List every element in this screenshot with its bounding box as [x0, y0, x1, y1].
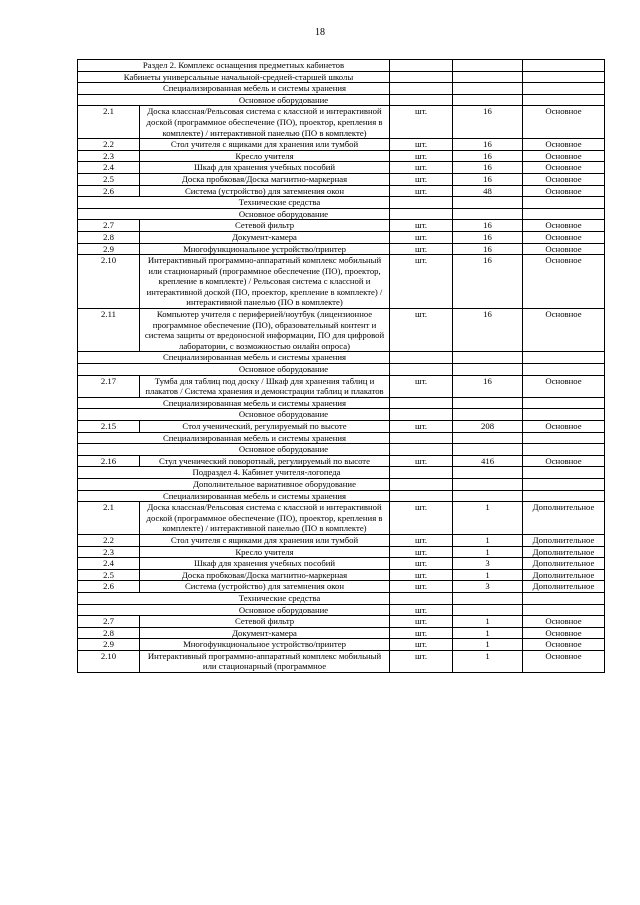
- section-heading-text: Основное оборудование: [238, 604, 329, 615]
- heading-unit-cell: [390, 352, 453, 364]
- cell-name: Система (устройство) для затемнения окон: [140, 185, 390, 197]
- cell-type: Дополнительное: [523, 581, 605, 593]
- cell-unit: шт.: [390, 421, 453, 433]
- cell-unit: шт.: [390, 243, 453, 255]
- section-heading: [78, 490, 390, 502]
- cell-qty: 1: [453, 569, 523, 581]
- section-heading-row: [78, 83, 605, 95]
- cell-unit: шт.: [390, 558, 453, 570]
- cell-num: 2.5: [78, 173, 140, 185]
- section-heading: [78, 71, 390, 83]
- cell-unit: шт.: [390, 581, 453, 593]
- cell-name: Стул ученический поворотный, регулируемый по высоте: [140, 455, 390, 467]
- cell-unit: шт.: [390, 502, 453, 535]
- cell-name: Сетевой фильтр: [140, 220, 390, 232]
- heading-type-cell: [523, 478, 605, 490]
- heading-qty-cell: [453, 83, 523, 95]
- cell-unit: шт.: [390, 162, 453, 174]
- cell-type: Основное: [523, 375, 605, 397]
- heading-unit-cell: [390, 409, 453, 421]
- heading-qty-cell: [453, 208, 523, 220]
- cell-type: Основное: [523, 616, 605, 628]
- cell-unit: шт.: [390, 650, 453, 672]
- heading-type-cell: [523, 444, 605, 456]
- cell-type: Основное: [523, 139, 605, 151]
- section-heading-row: [78, 364, 605, 376]
- cell-num: 2.3: [78, 546, 140, 558]
- section-heading-text: Раздел 2. Комплекс оснащения предметных кабинетов: [142, 60, 345, 70]
- cell-unit: шт.: [390, 309, 453, 352]
- section-heading-text: Специализированная мебель и системы хранения: [162, 397, 347, 408]
- cell-name: Доска классная/Рельсовая система с классной и интерактивной доской (программное обеспечение (ПО), проектор, крепления в комплекте) / интерактивной панелью (ПО в комплекте): [140, 502, 390, 535]
- table-row: [78, 162, 605, 174]
- cell-name: Доска пробковая/Доска магнитно-маркерная: [140, 569, 390, 581]
- heading-unit-cell: [390, 444, 453, 456]
- cell-name: Документ-камера: [140, 231, 390, 243]
- section-heading-text: Кабинеты универсальные начальной-средней-старшей школы: [123, 71, 354, 82]
- cell-num: 2.8: [78, 231, 140, 243]
- heading-qty-cell: [453, 397, 523, 409]
- heading-type-cell: [523, 197, 605, 209]
- section-heading: [78, 592, 390, 604]
- cell-num: 2.7: [78, 220, 140, 232]
- heading-type-cell: [523, 409, 605, 421]
- section-heading-row: [78, 71, 605, 83]
- cell-name: Шкаф для хранения учебных пособий: [140, 162, 390, 174]
- table-row: [78, 421, 605, 433]
- heading-qty-cell: [453, 60, 523, 72]
- heading-unit-cell: [390, 83, 453, 95]
- cell-num: 2.9: [78, 639, 140, 651]
- section-heading: [78, 364, 390, 376]
- table-row: [78, 546, 605, 558]
- cell-num: 2.4: [78, 558, 140, 570]
- section-heading-text: Технические средства: [238, 197, 321, 208]
- cell-qty: 3: [453, 581, 523, 593]
- heading-type-cell: [523, 397, 605, 409]
- cell-qty: 16: [453, 375, 523, 397]
- cell-type: Основное: [523, 243, 605, 255]
- cell-num: 2.17: [78, 375, 140, 397]
- section-heading: [78, 352, 390, 364]
- cell-num: 2.2: [78, 534, 140, 546]
- cell-qty: 1: [453, 650, 523, 672]
- section-heading-row: [78, 467, 605, 479]
- section-heading: [78, 94, 390, 106]
- heading-unit-cell: [390, 592, 453, 604]
- heading-unit-cell: шт.: [390, 604, 453, 616]
- heading-qty-cell: [453, 364, 523, 376]
- cell-type: Дополнительное: [523, 546, 605, 558]
- section-heading-row: [78, 490, 605, 502]
- cell-type: Основное: [523, 162, 605, 174]
- heading-unit-cell: [390, 197, 453, 209]
- cell-name: Интерактивный программно-аппаратный комплекс мобильный или стационарный (программное: [140, 650, 390, 672]
- equipment-table-body: [78, 60, 605, 673]
- section-heading-row: [78, 60, 605, 72]
- table-row: [78, 173, 605, 185]
- table-row: [78, 558, 605, 570]
- section-heading-row: [78, 397, 605, 409]
- cell-name: Кресло учителя: [140, 150, 390, 162]
- cell-type: Основное: [523, 150, 605, 162]
- heading-type-cell: [523, 94, 605, 106]
- cell-qty: 48: [453, 185, 523, 197]
- cell-name: Тумба для таблиц под доску / Шкаф для хранения таблиц и плакатов / Система хранения и демонстрации таблиц и плакатов: [140, 375, 390, 397]
- section-heading-row: [78, 197, 605, 209]
- heading-unit-cell: [390, 94, 453, 106]
- cell-qty: 16: [453, 150, 523, 162]
- table-row: [78, 255, 605, 309]
- cell-qty: 1: [453, 546, 523, 558]
- cell-unit: шт.: [390, 569, 453, 581]
- cell-name: Многофункциональное устройство/принтер: [140, 243, 390, 255]
- table-row: [78, 627, 605, 639]
- cell-qty: 16: [453, 139, 523, 151]
- heading-type-cell: [523, 83, 605, 95]
- cell-qty: 416: [453, 455, 523, 467]
- heading-unit-cell: [390, 478, 453, 490]
- cell-num: 2.6: [78, 581, 140, 593]
- table-row: [78, 639, 605, 651]
- heading-type-cell: [523, 432, 605, 444]
- cell-type: Основное: [523, 106, 605, 139]
- cell-type: Дополнительное: [523, 534, 605, 546]
- heading-qty-cell: [453, 94, 523, 106]
- cell-num: 2.10: [78, 650, 140, 672]
- cell-type: Основное: [523, 639, 605, 651]
- cell-unit: шт.: [390, 534, 453, 546]
- cell-type: Основное: [523, 231, 605, 243]
- table-row: [78, 375, 605, 397]
- cell-qty: 1: [453, 502, 523, 535]
- cell-unit: шт.: [390, 106, 453, 139]
- cell-qty: 16: [453, 309, 523, 352]
- table-row: [78, 150, 605, 162]
- section-heading: [78, 467, 390, 479]
- section-heading-text: Дополнительное вариативное оборудование: [193, 478, 356, 489]
- heading-unit-cell: [390, 208, 453, 220]
- cell-name: Шкаф для хранения учебных пособий: [140, 558, 390, 570]
- page-number: 18: [315, 27, 325, 38]
- table-row: [78, 106, 605, 139]
- cell-name: Компьютер учителя с периферией/ноутбук (лицензионное программное обеспечение (ПО), образовательный контент и система защиты от вредоносной информации, ПО для цифровой лаборатории, с возможностью онлайн опроса): [140, 309, 390, 352]
- cell-qty: 16: [453, 231, 523, 243]
- section-heading: [78, 409, 390, 421]
- section-heading: [78, 444, 390, 456]
- cell-type: Основное: [523, 421, 605, 433]
- heading-qty-cell: [453, 592, 523, 604]
- section-heading-text: Подраздел 4. Кабинет учителя-логопеда: [192, 467, 341, 478]
- cell-qty: 1: [453, 627, 523, 639]
- cell-num: 2.6: [78, 185, 140, 197]
- cell-qty: 16: [453, 162, 523, 174]
- heading-unit-cell: [390, 397, 453, 409]
- heading-unit-cell: [390, 467, 453, 479]
- cell-num: 2.2: [78, 139, 140, 151]
- section-heading-text: Специализированная мебель и системы хранения: [162, 432, 347, 443]
- cell-unit: шт.: [390, 220, 453, 232]
- section-heading-text: Основное оборудование: [238, 444, 329, 455]
- cell-type: Основное: [523, 650, 605, 672]
- section-heading-text: Специализированная мебель и системы хранения: [162, 490, 347, 501]
- cell-unit: шт.: [390, 627, 453, 639]
- cell-qty: 16: [453, 106, 523, 139]
- cell-num: 2.11: [78, 309, 140, 352]
- cell-num: 2.16: [78, 455, 140, 467]
- heading-qty-cell: [453, 478, 523, 490]
- cell-qty: 1: [453, 639, 523, 651]
- cell-unit: шт.: [390, 185, 453, 197]
- cell-name: Система (устройство) для затемнения окон: [140, 581, 390, 593]
- heading-qty-cell: [453, 490, 523, 502]
- heading-type-cell: [523, 208, 605, 220]
- section-heading-text: Основное оборудование: [238, 208, 329, 219]
- cell-type: Основное: [523, 627, 605, 639]
- cell-qty: 1: [453, 534, 523, 546]
- cell-type: Дополнительное: [523, 502, 605, 535]
- table-row: [78, 650, 605, 672]
- section-heading: [78, 208, 390, 220]
- cell-name: Кресло учителя: [140, 546, 390, 558]
- cell-qty: 16: [453, 243, 523, 255]
- heading-unit-cell: [390, 432, 453, 444]
- section-heading: [78, 604, 390, 616]
- cell-num: 2.9: [78, 243, 140, 255]
- heading-qty-cell: [453, 467, 523, 479]
- section-heading: [78, 397, 390, 409]
- cell-name: Стол учителя с ящиками для хранения или тумбой: [140, 534, 390, 546]
- section-heading-row: [78, 208, 605, 220]
- section-heading-text: Специализированная мебель и системы хранения: [162, 352, 347, 363]
- cell-unit: шт.: [390, 616, 453, 628]
- cell-name: Документ-камера: [140, 627, 390, 639]
- cell-num: 2.1: [78, 502, 140, 535]
- heading-type-cell: [523, 604, 605, 616]
- heading-qty-cell: [453, 604, 523, 616]
- section-heading-text: Технические средства: [238, 592, 321, 603]
- heading-type-cell: [523, 592, 605, 604]
- heading-unit-cell: [390, 364, 453, 376]
- section-heading-row: [78, 352, 605, 364]
- section-heading: [78, 478, 390, 490]
- heading-unit-cell: [390, 60, 453, 72]
- heading-unit-cell: [390, 490, 453, 502]
- heading-type-cell: [523, 352, 605, 364]
- cell-qty: 16: [453, 220, 523, 232]
- cell-unit: шт.: [390, 639, 453, 651]
- cell-num: 2.7: [78, 616, 140, 628]
- cell-qty: 1: [453, 616, 523, 628]
- cell-unit: шт.: [390, 375, 453, 397]
- section-heading: [78, 197, 390, 209]
- cell-qty: 208: [453, 421, 523, 433]
- table-row: [78, 581, 605, 593]
- cell-name: Стол учителя с ящиками для хранения или тумбой: [140, 139, 390, 151]
- cell-name: Сетевой фильтр: [140, 616, 390, 628]
- heading-qty-cell: [453, 409, 523, 421]
- section-heading: [78, 60, 390, 72]
- section-heading-row: [78, 94, 605, 106]
- heading-type-cell: [523, 490, 605, 502]
- cell-unit: шт.: [390, 173, 453, 185]
- heading-type-cell: [523, 364, 605, 376]
- heading-unit-cell: [390, 71, 453, 83]
- section-heading-row: [78, 604, 605, 616]
- cell-unit: шт.: [390, 150, 453, 162]
- section-heading-row: [78, 444, 605, 456]
- heading-qty-cell: [453, 71, 523, 83]
- table-row: [78, 616, 605, 628]
- table-row: [78, 309, 605, 352]
- cell-num: 2.15: [78, 421, 140, 433]
- heading-qty-cell: [453, 444, 523, 456]
- cell-name: Многофункциональное устройство/принтер: [140, 639, 390, 651]
- cell-qty: 3: [453, 558, 523, 570]
- table-row: [78, 534, 605, 546]
- heading-type-cell: [523, 467, 605, 479]
- section-heading-row: [78, 478, 605, 490]
- cell-unit: шт.: [390, 255, 453, 309]
- heading-qty-cell: [453, 197, 523, 209]
- section-heading-row: [78, 432, 605, 444]
- table-row: [78, 185, 605, 197]
- cell-unit: шт.: [390, 139, 453, 151]
- section-heading: [78, 83, 390, 95]
- cell-name: Доска пробковая/Доска магнитно-маркерная: [140, 173, 390, 185]
- cell-qty: 16: [453, 255, 523, 309]
- cell-type: Основное: [523, 173, 605, 185]
- cell-type: Основное: [523, 185, 605, 197]
- heading-qty-cell: [453, 432, 523, 444]
- section-heading-text: Специализированная мебель и системы хранения: [162, 83, 347, 94]
- cell-name: Интерактивный программно-аппаратный комплекс мобильный или стационарный (программное обеспечение (ПО), проектор, крепление в комплекте) / Рельсовая система с классной и интерактивной доской (ПО, проектор, крепление в комплекте) / интерактивной панелью (ПО в комплекте): [140, 255, 390, 309]
- cell-num: 2.3: [78, 150, 140, 162]
- cell-type: Дополнительное: [523, 569, 605, 581]
- table-row: [78, 139, 605, 151]
- cell-unit: шт.: [390, 455, 453, 467]
- cell-type: Основное: [523, 455, 605, 467]
- section-heading-text: Основное оборудование: [238, 409, 329, 420]
- table-row: [78, 220, 605, 232]
- table-row: [78, 502, 605, 535]
- section-heading: [78, 432, 390, 444]
- cell-name: Стол ученический, регулируемый по высоте: [140, 421, 390, 433]
- cell-num: 2.5: [78, 569, 140, 581]
- table-row: [78, 243, 605, 255]
- section-heading-text: Основное оборудование: [238, 94, 329, 105]
- section-heading-row: [78, 592, 605, 604]
- section-heading-row: [78, 409, 605, 421]
- heading-qty-cell: [453, 352, 523, 364]
- table-row: [78, 455, 605, 467]
- cell-num: 2.10: [78, 255, 140, 309]
- cell-type: Основное: [523, 309, 605, 352]
- cell-num: 2.4: [78, 162, 140, 174]
- cell-qty: 16: [453, 173, 523, 185]
- cell-unit: шт.: [390, 231, 453, 243]
- table-row: [78, 569, 605, 581]
- section-heading-text: Основное оборудование: [238, 364, 329, 375]
- equipment-table: [77, 59, 605, 673]
- heading-type-cell: [523, 60, 605, 72]
- heading-type-cell: [523, 71, 605, 83]
- table-row: [78, 231, 605, 243]
- cell-unit: шт.: [390, 546, 453, 558]
- cell-type: Основное: [523, 255, 605, 309]
- cell-type: Дополнительное: [523, 558, 605, 570]
- cell-type: Основное: [523, 220, 605, 232]
- cell-name: Доска классная/Рельсовая система с классной и интерактивной доской (программное обеспечение (ПО), проектор, крепления в комплекте) / интерактивной панелью (ПО в комплекте): [140, 106, 390, 139]
- cell-num: 2.8: [78, 627, 140, 639]
- cell-num: 2.1: [78, 106, 140, 139]
